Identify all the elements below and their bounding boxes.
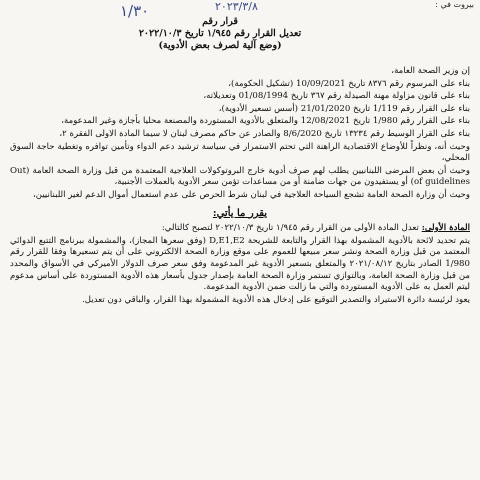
article-1-closing: يعود لرئيسة دائرة الاستيراد والتصدير التوقيع على إدخال هذه الأدوية المشمولة بهذا القرار، والباقي دون تعديل. <box>82 294 470 305</box>
preamble-medical-tourism: وحيث أن وزارة الصحة العامة تشجع السياحة العلاجية في لبنان شرط الحرص على عدم استعمال أموال الدعم لغير اللبنانيين، <box>33 189 470 200</box>
preamble-decision-980: بناء على القرار رقم 1/980 تاريخ 12/08/2021 والمتعلق بالأدوية المستوردة والمصنعة محليا بأجازة وغير المدعومة، <box>61 116 470 127</box>
preamble-central-bank: بناء على القرار الوسيط رقم ١٣٢٣٤ تاريخ 8/6/2020 والصادر عن حاكم مصرف لبنان لا سيما المادة الاولى الفقرة ٢، <box>59 128 470 139</box>
handwritten-date: ٢٠٢٣/٣/٨ <box>215 0 258 13</box>
article-1-text: تعدل المادة الأولى من القرار رقم ١/٩٤٥ تاريخ ٢٠٢٢/١٠/٣ لتصبح كالتالي: <box>161 223 419 234</box>
article-1-body: يتم تحديد لائحة بالأدوية المشمولة بهذا القرار والتابعة للشريحة D,E1,E2 (وفق سعرها المجاز)، والمشمولة ببرنامج التتبع الدوائي المعتمد من قبل وزارة الصحة ونشر سعر مبيعها للعموم على موقع وزارة الصحة الالكتروني على أن يتم تسعيرها وفقا للقرار رقم 1/980 الصادر بتاريخ ٢٠٢١/٠٨/١٢ والمتعلق بتسعير الأدوية غير المدعومة وفق سعر صرف الدولار الأميركي في الأسواق والمحدد من قبل وزارة الصحة العامة، وبالتوازي تستمر وزارة الصحة العامة بإصدار جدول بأسعار هذه الأدوية المستوردة على أساس مدعوم ليتم العمل به على الأدوية المستوردة والتي ما زالت ضمن الأدوية المدعومة. <box>10 235 470 293</box>
article-1-label: المادة الأولى: <box>421 223 470 234</box>
article-1 <box>10 223 470 235</box>
decision-header <box>110 14 330 52</box>
decision-label: قرار رقم <box>202 16 238 27</box>
preamble-patients: وحيث أن بعض المرضى اللبنانيين يطلب لهم صرف أدوية خارج البروتوكولات العلاجية المعتمدة من قبل وزارة الصحة العامة (Out of guidelines) أو يستفيدون من جهات ضامنة أو من مساعدات تؤمن سعر الأدوية بالعملات الأجنبية، <box>10 165 470 188</box>
location-date-label: بيروت في : <box>435 0 474 9</box>
preamble-decree: بناء على المرسوم رقم ٨٣٧٦ تاريخ 10/09/2021 (تشكيل الحكومة)، <box>228 78 470 89</box>
preamble-pharmacy-law: بناء على قانون مزاولة مهنة الصيدلة رقم ٣٦٧ تاريخ 01/08/1994 وتعديلاته، <box>203 91 470 102</box>
preamble-pricing-decision: بناء على القرار رقم 1/119 تاريخ 21/01/2020 (أسس تسعير الأدوية)، <box>218 103 470 114</box>
decision-subtitle: (وضع آلية لصرف بعض الأدوية) <box>158 40 282 51</box>
preamble-economic-situation: وحيث أنه، ونظراً للأوضاع الاقتصادية الراهنة التي تحتم الاستمرار في سياسة ترشيد دعم الدواء وتأمين توافره وتغطية حاجة السوق المحلي، <box>10 141 470 164</box>
preamble-minister: إن وزير الصحة العامة، <box>391 66 470 76</box>
decides-heading: يقرر ما يأتي: <box>212 207 268 219</box>
handwritten-decision-number: ١/٣٠ <box>120 2 150 20</box>
document-body <box>10 66 470 307</box>
decision-title: تعديل القرار رقم ١/٩٤٥ تاريخ ٢٠٢٢/١٠/٣ <box>138 28 302 39</box>
